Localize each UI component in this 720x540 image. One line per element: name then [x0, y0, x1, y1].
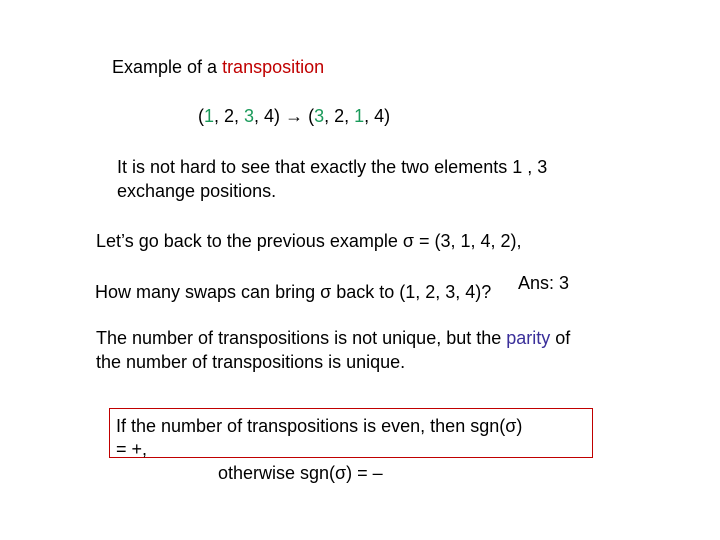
explanation-line-2: exchange positions. — [117, 181, 277, 201]
parity-line-1 — [96, 327, 570, 349]
perm-right-sep: , 2, — [324, 106, 355, 126]
perm-right-open: ( — [308, 106, 315, 126]
perm-left-sep: , 2, — [214, 106, 245, 126]
perm-right-close: , 4) — [364, 106, 391, 126]
parity-term: parity — [506, 328, 551, 348]
perm-right-3: 3 — [314, 106, 325, 126]
perm-left-close: , 4) — [254, 106, 281, 126]
perm-left-3: 3 — [244, 106, 255, 126]
example-heading — [112, 56, 324, 78]
parity-line-2: the number of transpositions is unique. — [96, 352, 406, 372]
perm-left-open: ( — [198, 106, 204, 126]
transposition-term: transposition — [222, 57, 325, 77]
perm-right-1: 1 — [354, 106, 365, 126]
perm-left-1: 1 — [204, 106, 215, 126]
answer-label: Ans: 3 — [518, 273, 570, 293]
example-prefix: Example of a — [112, 57, 223, 77]
parity-line-1-suffix: of — [550, 328, 571, 348]
back-to-example: Let’s go back to the previous example σ = (3, 1, 4, 2), — [96, 231, 522, 251]
sign-rule-line-1: If the number of transpositions is even, then sgn(σ) — [116, 416, 523, 436]
maps-to-arrow-icon: → — [280, 106, 309, 126]
parity-line-1-prefix: The number of transpositions is not unique, but the — [96, 328, 507, 348]
explanation-line-1: It is not hard to see that exactly the two elements 1 , 3 — [117, 157, 548, 177]
swap-question: How many swaps can bring σ back to (1, 2, 3, 4)? — [95, 282, 492, 302]
permutation-mapping — [198, 105, 390, 127]
sign-rule-line-3: otherwise sgn(σ) = – — [218, 463, 383, 483]
sign-rule-line-2: = +, — [116, 439, 148, 459]
